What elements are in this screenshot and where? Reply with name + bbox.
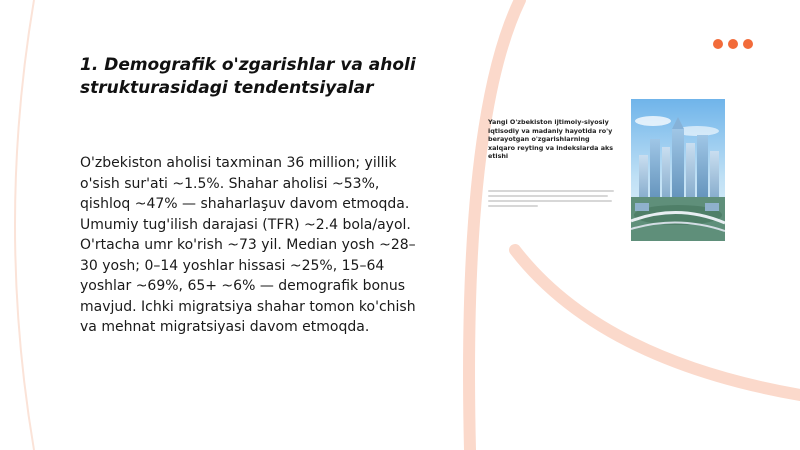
- dot: [728, 39, 738, 49]
- dot: [713, 39, 723, 49]
- text-line: [488, 200, 612, 202]
- bottom-arc: [515, 250, 800, 395]
- text-line: [488, 205, 538, 207]
- left-arc: [15, 0, 34, 450]
- slide-title: 1. Demografik o'zgarishlar va aholi strukturasidagi tendentsiyalar: [80, 55, 416, 98]
- text-line: [488, 190, 614, 192]
- dot: [743, 39, 753, 49]
- three-dots-icon: [713, 39, 753, 49]
- top-arc: [469, 0, 520, 450]
- slide-body-text: O'zbekiston aholisi taxminan 36 million; yillik o'sish sur'ati ~1.5%. Shahar aholisi ~53%, qishloq ~47% — shaharlaşuv davom etmoqda. Umumiy tug'ilish darajasi (TFR) ~2.4 bola/ayol. O'rtacha umr ko'rish ~73 yil. Median yosh ~28–30 yosh; 0–14 yoshlar hissasi ~25%, 15–64 yoshlar ~69%, 65+ ~6% — demografik bonus mavjud. Ichki migratsiya shahar tomon ko'chish va mehnat migratsiyasi davom etmoqda.: [80, 155, 416, 335]
- city-skyline-icon: [631, 99, 725, 241]
- card-title: Yangi O'zbekiston ijtimoiy-siyosiy iqtisodiy va madaniy hayotida ro'y berayotgan o'zgarishlarning xalqaro reyting va indekslarda aks etishi: [488, 118, 614, 160]
- card-text-lines: [488, 190, 616, 210]
- text-line: [488, 195, 608, 197]
